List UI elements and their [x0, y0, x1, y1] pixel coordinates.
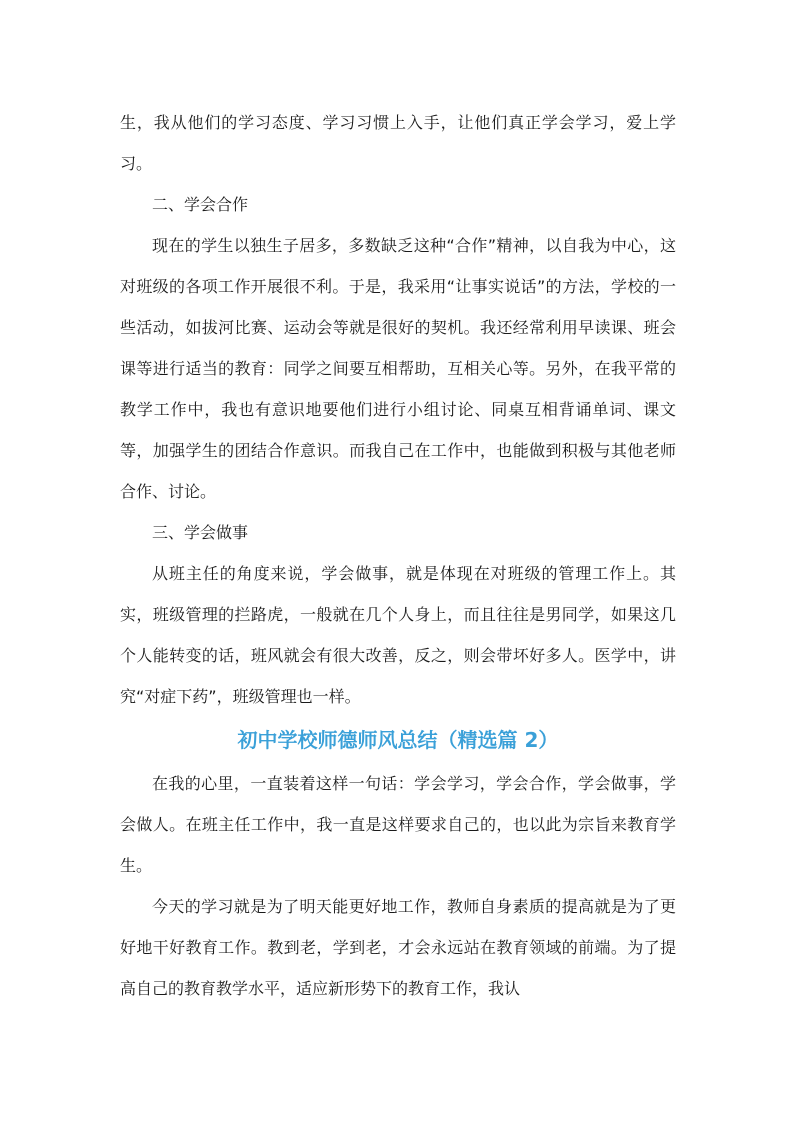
section-heading-cooperation: 二、学会合作 — [152, 195, 249, 214]
section-heading-doing-things: 三、学会做事 — [152, 523, 249, 542]
article-title: 初中学校师德师风总结（精选篇 2） — [237, 728, 559, 752]
paragraph-motto: 在我的心里，一直装着这样一句话：学会学习，学会合作，学会做事，学会做人。在班主任工作中，我一直是这样要求自己的，也以此为宗旨来教育学生。 — [120, 774, 676, 875]
paragraph-cooperation: 现在的学生以独生子居多，多数缺乏这种“合作”精神，以自我为中心，这对班级的各项工作开展很不利。于是，我采用“让事实说话”的方法，学校的一些活动，如拔河比赛、运动会等就是很好的契机。我还经常利用早读课、班会课等进行适当的教育：同学之间要互相帮助，互相关心等。另外，在我平常的教学工作中，我也有意识地要他们进行小组讨论、同桌互相背诵单词、课文等，加强学生的团结合作意识。而我自己在工作中，也能做到积极与其他老师合作、讨论。 — [120, 236, 676, 501]
paragraph-doing-things: 从班主任的角度来说，学会做事，就是体现在对班级的管理工作上。其实，班级管理的拦路虎，一般就在几个人身上，而且往往是男同学，如果这几个人能转变的话，班风就会有很大改善，反之，则会带坏好多人。医学中，讲究“对症下药”，班级管理也一样。 — [120, 564, 676, 706]
document-body — [120, 102, 676, 1009]
paragraph-continuation: 生，我从他们的学习态度、学习习惯上入手，让他们真正学会学习，爱上学习。 — [120, 113, 676, 173]
paragraph-learning: 今天的学习就是为了明天能更好地工作，教师自身素质的提高就是为了更好地干好教育工作。教到老，学到老，才会永远站在教育领域的前端。为了提高自己的教育教学水平，适应新形势下的教育工作，我认 — [120, 897, 676, 998]
